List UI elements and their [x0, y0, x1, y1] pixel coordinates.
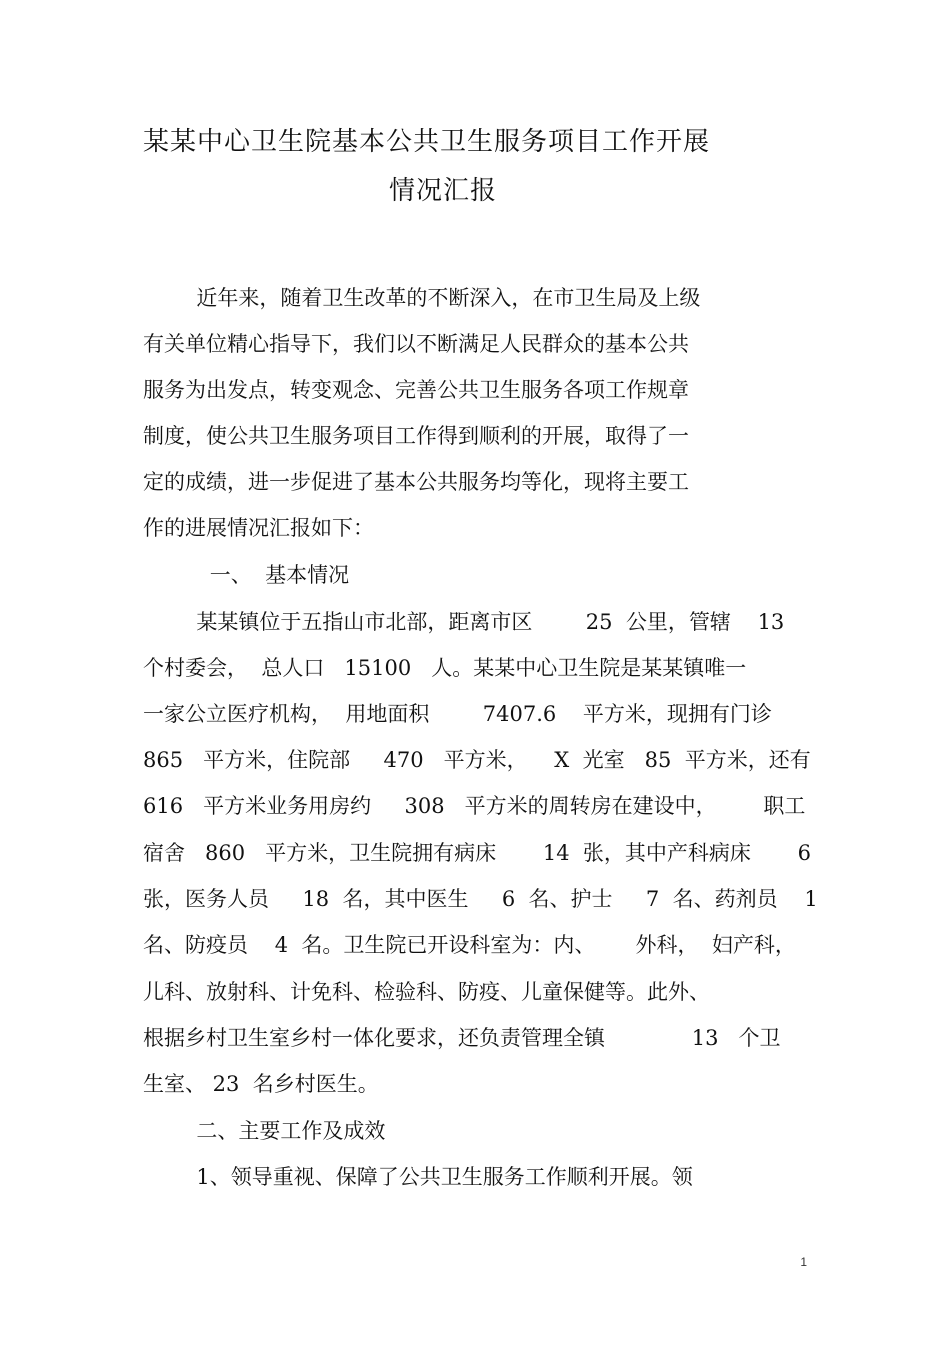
body-line: 一家公立医疗机构， 用地面积 7407.6 平方米，现拥有门诊 [143, 702, 772, 726]
body-line: 宿舍 860 平方米，卫生院拥有病床 14 张，其中产科病床 6 [143, 841, 812, 865]
document-title-line-1: 某某中心卫生院基本公共卫生服务项目工作开展 [143, 127, 711, 157]
body-line: 服务为出发点，转变观念、完善公共卫生服务各项工作规章 [143, 378, 689, 402]
body-line: 儿科、放射科、计免科、检验科、防疫、儿童保健等。此外、 [143, 980, 710, 1004]
body-line: 1、领导重视、保障了公共卫生服务工作顺利开展。领 [143, 1165, 693, 1189]
section-heading: 一、 基本情况 [143, 563, 350, 587]
body-line: 制度，使公共卫生服务项目工作得到顺利的开展，取得了一 [143, 424, 689, 448]
document-title-line-2: 情况汇报 [389, 176, 498, 206]
body-line: 生室、 23 名乡村医生。 [143, 1072, 379, 1096]
body-line: 865 平方米，住院部 470 平方米， X 光室 85 平方米，还有 [143, 748, 811, 772]
body-line: 作的进展情况汇报如下： [143, 516, 374, 540]
body-line: 根据乡村卫生室乡村一体化要求，还负责管理全镇 13 个卫 [143, 1026, 781, 1050]
body-line: 某某镇位于五指山市北部，距离市区 25 公里，管辖 13 [143, 610, 785, 634]
body-line: 有关单位精心指导下，我们以不断满足人民群众的基本公共 [143, 332, 689, 356]
body-line: 个村委会， 总人口 15100 人。某某中心卫生院是某某镇唯一 [143, 656, 747, 680]
body-line: 名、防疫员 4 名。卫生院已开设科室为：内、 外科， 妇产科， [143, 933, 796, 957]
section-heading: 二、主要工作及成效 [143, 1119, 386, 1143]
page-number: 1 [800, 1255, 807, 1269]
body-line: 616 平方米业务用房约 308 平方米的周转房在建设中， 职工 [143, 794, 806, 818]
body-line: 定的成绩，进一步促进了基本公共服务均等化，现将主要工 [143, 470, 689, 494]
body-line: 近年来，随着卫生改革的不断深入，在市卫生局及上级 [143, 286, 701, 310]
body-line: 张，医务人员 18 名，其中医生 6 名、护士 7 名、药剂员 1 [143, 887, 818, 911]
